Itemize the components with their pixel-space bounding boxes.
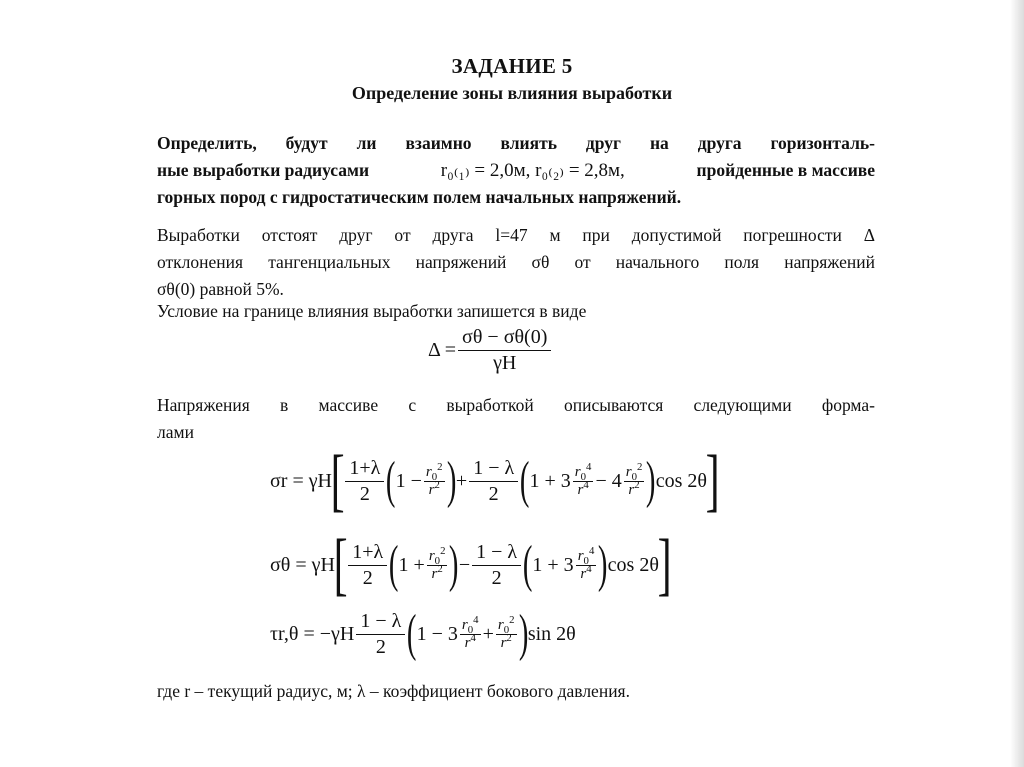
task-subtitle: Определение зоны влияния выработки [351, 83, 673, 103]
delta-lhs: Δ = [428, 339, 457, 361]
problem-line-2-prefix: ные выработки радиусами [157, 160, 370, 180]
sigma-r-formula: σr = γH [ $\frac{1+\lambda}{2}$ ( 1 − $\frac{r_0^2}{r^2}$ ) + $\frac{1 - \lambda}{2}$ ( 1 + 3 $\frac{r_0^4}{r^4}$ − 4 $\frac{r_0^2}{r^2}$ ) cos 2θ ] [270, 442, 720, 519]
tau-formula: τr,θ = −γH $\frac{1 - \lambda}{2}$ ( 1 − 3 $\frac{r_0^4}{r^4}$ + $\frac{r_0^2}{r^2}$ ) sin 2θ [270, 605, 576, 662]
sigma-r-lhs: σr = γH [270, 469, 333, 492]
sigma-theta-lhs: σθ = γH [270, 553, 335, 576]
delta-numerator: σθ − σθ(0) [458, 326, 551, 351]
task-title: ЗАДАНИЕ 5 [451, 54, 573, 78]
tau-lhs: τr,θ = −γH [270, 622, 355, 645]
conditions-line-3: σθ(0) равной 5%. [157, 279, 284, 299]
conditions-line-2: отклонения тангенциальных напряжений σθ от начального поля напряжений [157, 252, 875, 272]
problem-line-2-suffix: пройденные в массиве [696, 160, 875, 180]
boundary-line-1: Условие на границе влияния выработки запишется в виде [157, 301, 587, 321]
legend-line: где r – текущий радиус, м; λ – коэффициент бокового давления. [157, 681, 630, 701]
problem-statement [157, 130, 875, 211]
problem-line-2 [157, 157, 875, 184]
sigma-theta-formula: σθ = γH [ $\frac{1+\lambda}{2}$ ( 1 + $\frac{r_0^2}{r^2}$ ) − $\frac{1 - \lambda}{2}$ ( 1 + 3 $\frac{r_0^4}{r^4}$ ) cos 2θ ] [270, 526, 672, 603]
radii-formula: r₀₍₁₎ = 2,0м, r₀₍₂₎ = 2,8м, [440, 160, 625, 181]
conditions-line-1: Выработки отстоят друг от друга l=47 м при допустимой погрешности Δ [157, 225, 875, 245]
conditions-paragraph [157, 222, 875, 303]
problem-line-1: Определить, будут ли взаимно влиять друг на друга горизонталь- [157, 133, 875, 153]
stresses-line-2: лами [157, 422, 194, 442]
delta-formula [428, 326, 553, 375]
stresses-intro [157, 392, 875, 446]
stresses-line-1: Напряжения в массиве с выработкой описываются следующими форма- [157, 395, 875, 415]
problem-line-3: горных пород с гидростатическим полем начальных напряжений. [157, 187, 682, 207]
delta-denominator: γH [493, 352, 517, 374]
boundary-condition-text [157, 298, 875, 325]
legend-paragraph [157, 678, 875, 705]
